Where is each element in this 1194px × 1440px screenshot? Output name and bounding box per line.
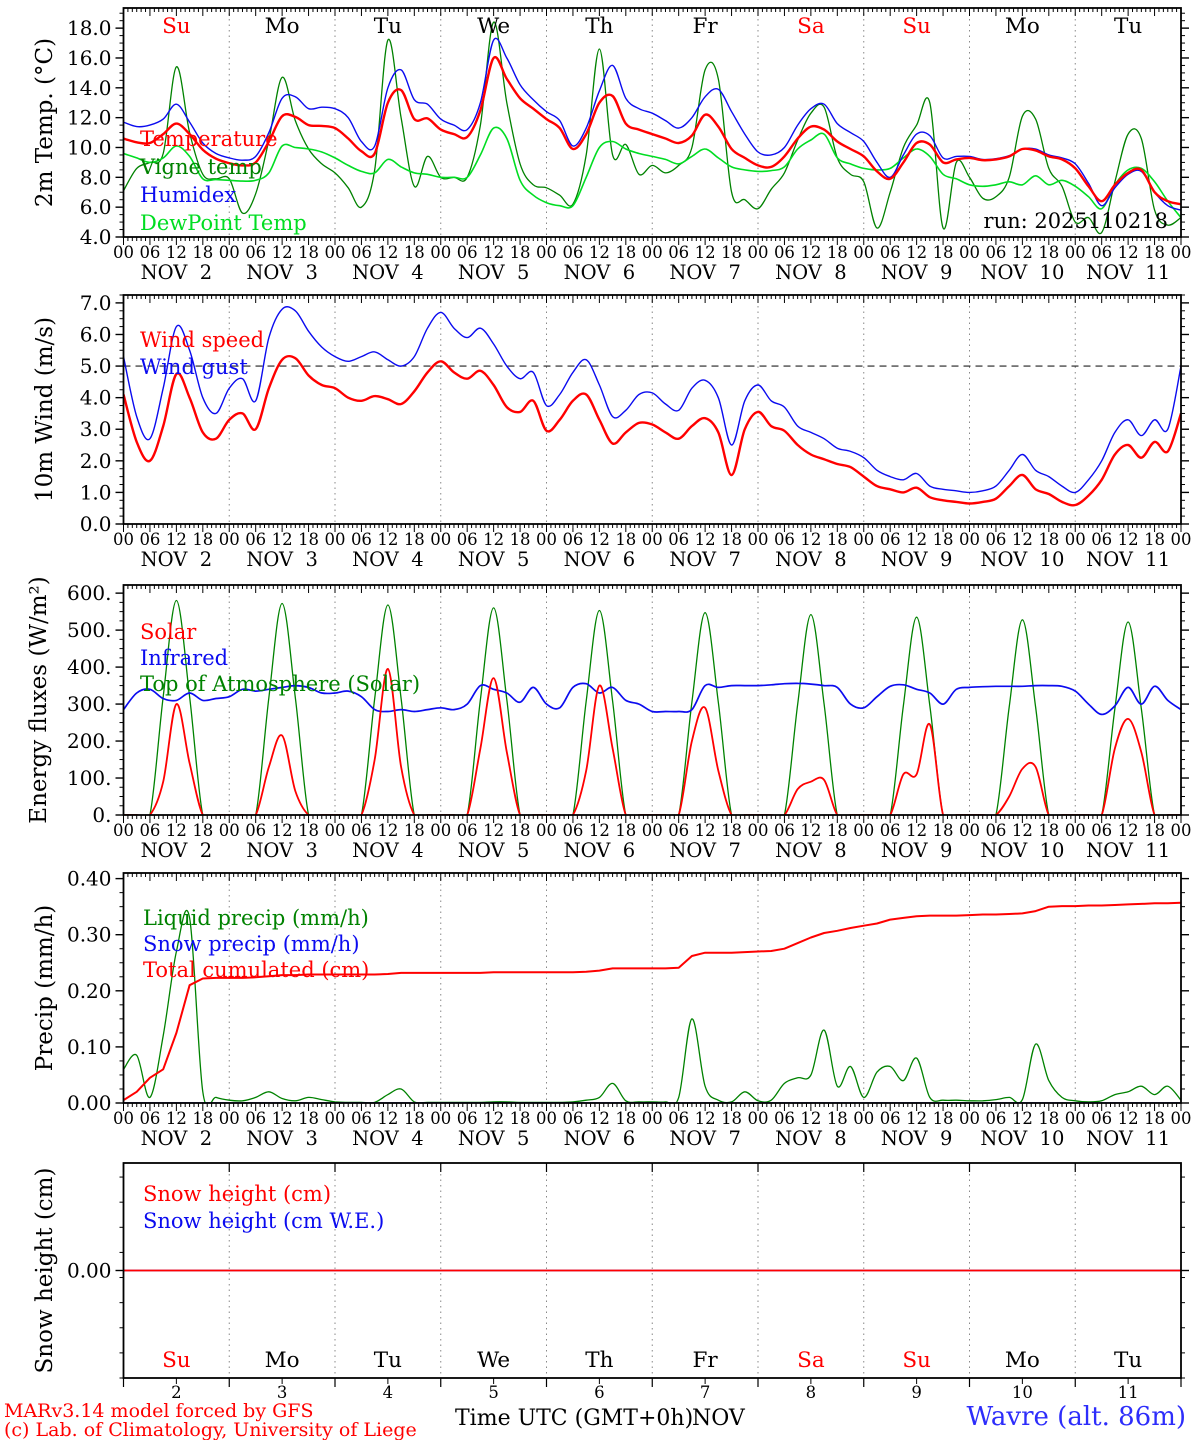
hour-label: 18 [298,1109,320,1128]
lab-credit-line2: (c) Lab. of Climatology, University of Liege [4,1419,417,1440]
hour-label: 00 [430,530,452,549]
weekday-label: Mo [264,1348,300,1373]
hour-label: 18 [298,821,320,840]
hour-label: 06 [668,530,690,549]
station-label: Wavre (alt. 86m) [966,1402,1186,1432]
hour-label: 06 [562,1109,584,1128]
y-tick-label: 7.0 [79,290,112,315]
hour-label: 18 [826,243,848,262]
date-label: NOV 2 [140,548,213,571]
hour-label: 06 [773,1109,795,1128]
y-tick-label: 200. [66,729,112,754]
hour-label: 18 [1038,821,1060,840]
hour-label: 06 [1091,243,1113,262]
hour-label: 00 [324,821,346,840]
hour-label: 00 [218,821,240,840]
day-number-label: 5 [488,1383,499,1402]
hour-label: 06 [456,1109,478,1128]
hour-label: 06 [139,821,161,840]
hour-label: 12 [906,243,928,262]
weekday-label: Su [162,14,191,39]
date-label: NOV 11 [1086,839,1171,862]
legend-entry: DewPoint Temp [140,211,307,235]
hour-label: 12 [694,821,716,840]
run-timestamp-label: run: 2025110218 [983,209,1168,233]
date-label: NOV 10 [980,839,1065,862]
hour-label: 00 [113,821,134,840]
date-label: NOV 6 [563,548,636,571]
hour-label: 12 [1011,243,1033,262]
hour-label: 00 [1170,821,1192,840]
y-tick-label: 1.0 [79,480,112,505]
hour-label: 18 [298,530,320,549]
date-label: NOV 2 [140,839,213,862]
weekday-label: Th [585,14,614,39]
date-label: NOV 8 [775,548,847,571]
weekday-label: Mo [1004,1348,1040,1373]
y-tick-label: 5.0 [79,354,112,379]
weekday-label: We [477,1348,511,1373]
hour-label: 12 [800,243,822,262]
hour-label: 18 [721,243,743,262]
date-label: NOV 5 [457,1127,530,1150]
hour-label: 00 [959,1109,980,1128]
hour-label: 06 [668,1109,690,1128]
date-label: NOV 8 [775,1127,847,1150]
weekday-label: Sa [797,1348,825,1373]
hour-label: 00 [218,243,240,262]
weekday-label: Su [902,1348,931,1373]
day-number-label: 7 [699,1383,711,1402]
legend-entry: Solar [140,620,197,644]
hour-label: 12 [483,530,505,549]
legend-entry: Vigne temp [140,155,262,179]
hour-label: 00 [218,1109,240,1128]
y-axis-title-temperature: 2m Temp. (°C) [32,37,58,208]
hour-label: 18 [403,821,425,840]
date-label: NOV 10 [980,261,1065,284]
hour-label: 12 [588,243,610,262]
hour-label: 12 [588,530,610,549]
hour-labels [113,243,1192,262]
hour-label: 18 [615,530,637,549]
hour-label: 06 [1091,1109,1113,1128]
date-label: NOV 6 [563,1127,636,1150]
hour-label: 12 [165,1109,187,1128]
hour-label: 00 [324,1109,346,1128]
hour-label: 12 [800,821,822,840]
hour-label: 00 [641,243,663,262]
hour-label: 18 [192,530,214,549]
hour-label: 00 [218,530,240,549]
hour-label: 06 [668,821,690,840]
legend-entry: Liquid precip (mm/h) [143,906,369,930]
model-credit-line1: MARv3.14 model forced by GFS [4,1400,314,1422]
y-tick-label: 12.0 [66,105,112,130]
legend-entry: Infrared [140,646,229,670]
hour-label: 06 [879,821,901,840]
y-tick-label: 0.20 [66,978,112,1003]
y-tick-label: 0.00 [66,1091,112,1115]
hour-label: 06 [350,243,372,262]
hour-label: 18 [403,243,425,262]
hour-label: 18 [298,243,320,262]
date-label: NOV 7 [669,261,741,284]
hour-label: 00 [1064,530,1086,549]
y-axis-title-precip: Precip (mm/h) [32,904,58,1072]
hour-label: 18 [932,243,954,262]
day-number-label: 8 [805,1383,817,1402]
y-tick-label: 0.00 [66,1258,112,1283]
date-label: NOV 2 [140,261,213,284]
hour-label: 12 [165,243,187,262]
day-number-label: 2 [171,1383,182,1402]
y-tick-label: 6.0 [79,322,112,347]
y-axis-title-wind: 10m Wind (m/s) [32,316,58,503]
hour-label: 00 [959,530,980,549]
weekday-label: Sa [797,14,825,39]
hour-label: 06 [668,243,690,262]
hour-label: 00 [324,243,346,262]
date-label: NOV 7 [669,839,741,862]
weekday-label: We [477,14,511,39]
hour-label: 12 [906,530,928,549]
date-label: NOV 5 [457,261,530,284]
hour-label: 18 [509,530,531,549]
y-tick-label: 2.0 [79,448,112,473]
hour-label: 00 [536,1109,557,1128]
hour-label: 12 [588,1109,610,1128]
hour-label: 00 [747,243,769,262]
y-axis-title-snow: Snow height (cm) [32,1167,58,1374]
weekday-label: Su [162,1348,191,1373]
hour-label: 06 [985,530,1007,549]
y-tick-label: 0.40 [66,866,112,891]
y-tick-label: 0.0 [79,512,112,536]
hour-label: 12 [694,530,716,549]
hour-label: 00 [853,821,875,840]
y-axis-title-energy: Energy fluxes (W/m²) [26,576,52,824]
hour-label: 12 [483,1109,505,1128]
hour-label: 00 [853,530,875,549]
hour-label: 00 [430,821,452,840]
hour-label: 18 [509,821,531,840]
hour-label: 00 [536,243,557,262]
hour-label: 06 [245,1109,267,1128]
hour-label: 00 [959,821,980,840]
hour-label: 12 [694,243,716,262]
hour-label: 12 [483,821,505,840]
hour-label: 06 [456,530,478,549]
date-label: NOV 9 [880,261,953,284]
date-label: NOV 5 [457,839,530,862]
weekday-label: Su [902,14,931,39]
hour-label: 00 [1064,821,1086,840]
hour-label: 06 [879,530,901,549]
date-label: NOV 9 [880,1127,953,1150]
day-number-label: 6 [594,1383,605,1402]
y-tick-label: 18.0 [66,16,112,41]
hour-label: 18 [1144,243,1166,262]
hour-label: 00 [1064,1109,1086,1128]
hour-label: 12 [165,530,187,549]
hour-label: 18 [932,821,954,840]
hour-label: 06 [562,243,584,262]
date-label: NOV 8 [775,839,847,862]
hour-label: 18 [615,243,637,262]
hour-label: 12 [1117,530,1139,549]
legend-entry: Humidex [140,183,237,207]
x-axis-title: Time UTC (GMT+0h) [455,1406,694,1431]
hour-label: 18 [1038,243,1060,262]
date-label: NOV 3 [246,1127,318,1150]
hour-label: 18 [721,530,743,549]
hour-label: 00 [536,821,557,840]
weekday-label: Fr [692,14,718,39]
legend-precip [143,906,369,982]
hour-label: 06 [245,821,267,840]
y-tick-label: 300. [66,692,112,717]
legend-entry: Total cumulated (cm) [143,958,370,982]
hour-label: 18 [932,1109,954,1128]
hour-label: 00 [430,1109,452,1128]
hour-label: 18 [1144,821,1166,840]
hour-label: 18 [826,1109,848,1128]
date-label: NOV 4 [352,548,424,571]
hour-label: 00 [747,1109,769,1128]
y-tick-label: 0.10 [66,1034,112,1059]
hour-label: 00 [324,530,346,549]
hour-label: 06 [139,1109,161,1128]
hour-label: 06 [773,530,795,549]
weekday-label: Tu [1114,1348,1143,1373]
hour-label: 00 [1170,530,1192,549]
y-tick-label: 4.0 [79,225,112,249]
date-label: NOV 7 [669,1127,741,1150]
hour-label: 18 [403,530,425,549]
hour-label: 00 [113,243,134,262]
hour-label: 06 [350,1109,372,1128]
hour-label: 00 [113,530,134,549]
y-tick-label: 0. [92,803,112,827]
date-label: NOV 5 [457,548,530,571]
date-label: NOV 9 [880,839,953,862]
legend-entry: Snow height (cm) [143,1182,332,1206]
hour-label: 12 [271,821,293,840]
hour-label: 06 [139,530,161,549]
y-tick-label: 500. [66,618,112,643]
date-label: NOV 6 [563,261,636,284]
day-number-label: 4 [382,1383,394,1402]
legend-entry: Wind gust [140,355,248,379]
hour-label: 06 [773,821,795,840]
hour-label: 18 [192,1109,214,1128]
hour-label: 00 [1170,1109,1192,1128]
hour-label: 12 [271,530,293,549]
hour-label: 06 [879,243,901,262]
date-label: NOV 7 [669,548,741,571]
hour-label: 12 [377,821,399,840]
hour-label: 12 [800,530,822,549]
hour-label: 18 [721,821,743,840]
hour-label: 06 [985,821,1007,840]
hour-labels [113,530,1192,549]
hour-label: 12 [1117,243,1139,262]
hour-label: 18 [721,1109,743,1128]
y-tick-label: 14.0 [66,75,112,100]
hour-label: 00 [641,1109,663,1128]
hour-label: 00 [747,530,769,549]
hour-label: 18 [615,1109,637,1128]
weekday-label: Mo [1004,14,1040,39]
legend-entry: Wind speed [140,328,265,352]
hour-label: 12 [1117,821,1139,840]
hour-label: 12 [1011,1109,1033,1128]
date-label: NOV 3 [246,548,318,571]
hour-label: 12 [377,1109,399,1128]
hour-label: 06 [985,1109,1007,1128]
hour-label: 00 [853,1109,875,1128]
hour-label: 00 [536,530,557,549]
hour-label: 06 [562,530,584,549]
hour-label: 00 [641,530,663,549]
hour-label: 00 [113,1109,134,1128]
hour-label: 18 [403,1109,425,1128]
hour-label: 00 [1064,243,1086,262]
date-label: NOV 3 [246,839,318,862]
date-label: NOV 11 [1086,261,1171,284]
y-tick-label: 100. [66,766,112,791]
weekday-label: Tu [373,14,402,39]
hour-label: 18 [932,530,954,549]
y-tick-label: 0.30 [66,922,112,947]
hour-label: 12 [800,1109,822,1128]
y-tick-label: 10.0 [66,135,112,160]
date-label: NOV 4 [352,261,424,284]
hour-label: 18 [192,821,214,840]
date-label: NOV 10 [980,548,1065,571]
date-label: NOV 4 [352,1127,424,1150]
y-tick-label: 8.0 [79,165,112,190]
y-tick-label: 16.0 [66,45,112,70]
hour-label: 00 [641,821,663,840]
hour-label: 06 [879,1109,901,1128]
legend-entry: Temperature [140,127,278,151]
weekday-label: Th [585,1348,614,1373]
legend-entry: Snow height (cm W.E.) [143,1209,385,1233]
hour-label: 00 [959,243,980,262]
hour-label: 06 [456,821,478,840]
hour-label: 12 [906,1109,928,1128]
day-number-label: 10 [1011,1383,1033,1402]
hour-label: 06 [456,243,478,262]
date-label: NOV 6 [563,839,636,862]
hour-label: 06 [245,530,267,549]
weekday-label: Mo [264,14,300,39]
date-label: NOV 4 [352,839,424,862]
hour-label: 12 [271,1109,293,1128]
legend-entry: Snow precip (mm/h) [143,932,360,956]
hour-label: 00 [747,821,769,840]
hour-label: 12 [1011,530,1033,549]
day-number-label: 11 [1117,1383,1139,1402]
hour-label: 06 [985,243,1007,262]
hour-label: 12 [377,530,399,549]
hour-label: 12 [588,821,610,840]
hour-label: 12 [165,821,187,840]
hour-labels [113,821,1192,840]
weekday-label: Fr [692,1348,718,1373]
hour-label: 18 [1144,530,1166,549]
hour-label: 12 [906,821,928,840]
hour-label: 18 [826,530,848,549]
date-label: NOV 3 [246,261,318,284]
y-tick-label: 400. [66,655,112,680]
hour-label: 18 [1144,1109,1166,1128]
hour-label: 12 [271,243,293,262]
hour-label: 12 [377,243,399,262]
legend-entry: Top of Atmosphere (Solar) [140,672,421,696]
hour-label: 18 [192,243,214,262]
y-tick-label: 600. [66,581,112,606]
hour-label: 18 [509,243,531,262]
hour-label: 18 [509,1109,531,1128]
hour-label: 00 [1170,243,1192,262]
x-axis-month-label: NOV [692,1406,745,1431]
day-number-label: 9 [911,1383,922,1402]
date-label: NOV 10 [980,1127,1065,1150]
date-label: NOV 2 [140,1127,213,1150]
hour-label: 06 [773,243,795,262]
date-label: NOV 9 [880,548,953,571]
date-label: NOV 8 [775,261,847,284]
date-label: NOV 11 [1086,1127,1171,1150]
hour-label: 12 [1117,1109,1139,1128]
hour-label: 00 [430,243,452,262]
hour-label: 06 [139,243,161,262]
hour-label: 18 [1038,530,1060,549]
hour-label: 06 [562,821,584,840]
hour-label: 06 [1091,821,1113,840]
hour-label: 06 [350,530,372,549]
hour-label: 00 [853,243,875,262]
y-tick-label: 6.0 [79,195,112,220]
date-label: NOV 11 [1086,548,1171,571]
hour-label: 12 [1011,821,1033,840]
hour-label: 12 [483,243,505,262]
y-tick-label: 3.0 [79,417,112,442]
hour-label: 06 [350,821,372,840]
hour-label: 06 [1091,530,1113,549]
day-number-label: 3 [276,1383,288,1402]
hour-label: 18 [1038,1109,1060,1128]
hour-label: 18 [826,821,848,840]
weekday-label: Tu [1114,14,1143,39]
y-tick-label: 4.0 [79,385,112,410]
hour-label: 06 [245,243,267,262]
hour-label: 18 [615,821,637,840]
hour-label: 12 [694,1109,716,1128]
hour-labels [113,1109,1192,1128]
weekday-label: Tu [373,1348,402,1373]
